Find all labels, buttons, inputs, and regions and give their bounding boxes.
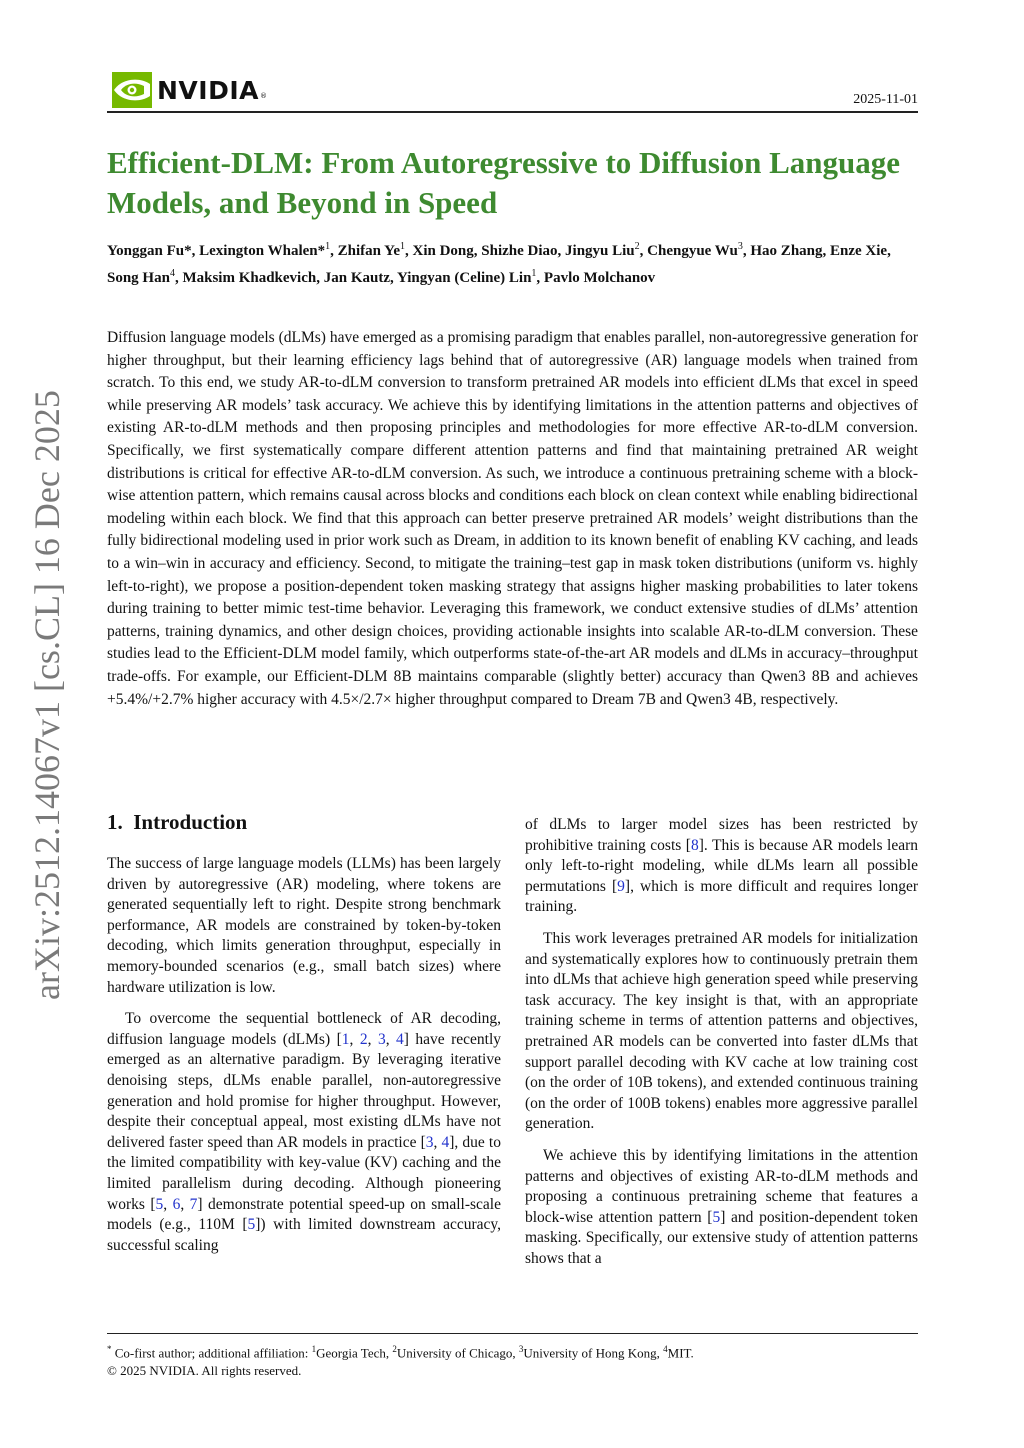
citation-link[interactable]: 3 — [377, 1030, 386, 1048]
citation-link[interactable]: 5 — [247, 1216, 256, 1234]
citation-link[interactable]: 3 — [425, 1133, 434, 1151]
section-number: 1. — [107, 810, 123, 834]
citation-link[interactable]: 2 — [359, 1030, 368, 1048]
paper-title: Efficient-DLM: From Autoregressive to Diffusion Language Models, and Beyond in Speed — [107, 145, 901, 220]
author-name: Xin Dong — [412, 243, 474, 259]
citation-link[interactable]: 8 — [690, 836, 699, 854]
footnote-marker: 3 — [518, 1344, 524, 1354]
author-name: Song Han — [107, 269, 170, 286]
author-name: Lexington Whalen* — [199, 243, 326, 259]
intro-paragraph-1: The success of large language models (LLMs) has been largely driven by autoregressive (AR) modeling, where tokens are generated sequentially left to right. Despite strong benchmark performance, AR models are constrained by token-by-token decoding, which limits generation throughput, especially in memory-bounded scenarios (e.g., small batch sizes) where hardware utilization is low. — [107, 855, 501, 996]
section-heading-introduction — [107, 810, 247, 835]
footnote-divider — [107, 1333, 918, 1334]
author-name: Jingyu Liu — [565, 243, 635, 259]
section-title: Introduction — [133, 810, 248, 834]
affiliation-marker: 1 — [399, 241, 405, 252]
affiliation-footnote: * Co-first author; additional affiliation: $^1$Georgia Tech, $^2$University of Chicago, $^3$University of Hong Kong, $^4$MIT. — [107, 1344, 694, 1361]
publication-date: 2025-11-01 — [853, 92, 918, 107]
nvidia-eye-icon — [112, 72, 152, 108]
author-name: Yonggan Fu* — [107, 243, 192, 259]
intro-paragraph-3: of dLMs to larger model sizes has been restricted by prohibitive training costs [8]. This is because AR models learn only left-to-right modeling, while dLMs learn all possible permutations [9], which is more difficult and requires longer training. — [525, 816, 918, 916]
nvidia-logo — [112, 72, 267, 108]
affiliation-marker: 4 — [169, 267, 175, 279]
footnote-marker: 2 — [392, 1344, 397, 1354]
intro-paragraph-4: This work leverages pretrained AR models for initialization and systematically explores how to continuously pretrain them into dLMs that achieve high generation speed while preserving task accuracy. The key insight is that, with an appropriate training scheme in terms of attention patterns and objectives, pretrained AR models can be converted into faster dLMs that support parallel decoding with KV cache at low training cost (on the order of 10B tokens), and extended continuous training (on the order of 100B tokens) enables more aggressive parallel generation. — [525, 929, 918, 1133]
citation-link[interactable]: 5 — [155, 1195, 164, 1213]
nvidia-wordmark: NVIDIA — [157, 75, 259, 105]
intro-paragraph-5: We achieve this by identifying limitations in the attention patterns and objectives of existing AR-to-dLM methods and proposing a continuous pretraining scheme that features a block-wise attention pattern [5] and position-dependent token masking. Specifically, our extensive study of attention patterns shows that a — [525, 1146, 918, 1267]
author-name: Jan Kautz — [323, 269, 390, 286]
citation-link[interactable]: 5 — [712, 1208, 721, 1226]
affiliation-marker: 2 — [634, 241, 640, 252]
footnote-marker: 1 — [311, 1344, 317, 1354]
author-name: Hao Zhang — [750, 243, 823, 259]
author-name: Shizhe Diao — [481, 243, 558, 259]
citation-link[interactable]: 4 — [441, 1133, 450, 1151]
citation-link[interactable]: 7 — [189, 1195, 198, 1213]
author-name: Chengyue Wu — [647, 243, 738, 259]
author-list: Yonggan Fu*, Lexington Whalen*$^1$, Zhifan Ye$^1$, Xin Dong, Shizhe Diao, Jingyu Liu$^2$, Chengyue Wu$^3$, Hao Zhang, Enze Xie, Song Han$^4$, Maksim Khadkevich, Jan Kautz, Yingyan (Celine) Lin$^1$, Pavlo Molchanov — [107, 241, 891, 286]
author-name: Yingyan (Celine) Lin — [396, 269, 532, 286]
author-name: Pavlo Molchanov — [543, 269, 656, 286]
affiliation-marker: 1 — [325, 241, 331, 252]
registered-mark: ® — [259, 92, 267, 100]
copyright-notice: © 2025 NVIDIA. All rights reserved. — [107, 1363, 302, 1379]
header-divider — [107, 111, 918, 113]
citation-link[interactable]: 9 — [617, 877, 625, 895]
affiliation-marker: 1 — [531, 267, 537, 279]
footnote-marker: * — [107, 1344, 112, 1354]
left-column — [107, 854, 501, 1267]
right-column — [525, 815, 918, 1280]
intro-paragraph-2: To overcome the sequential bottleneck of AR decoding, diffusion language models (dLMs) [1, 2, 3, 4] have recently emerged as an alternative paradigm. By leveraging iterative denoising steps, dLMs enable parallel, non-autoregressive generation and hold promise for higher throughput. However, despite their conceptual appeal, most existing dLMs have not delivered faster speed than AR models in practice [3, 4], due to the limited compatibility with key-value (KV) caching and the limited parallelism during decoding. Although pioneering works [5, 6, 7] demonstrate potential speed-up on small-scale models (e.g., 110M [5]) with limited downstream accuracy, successful scaling — [107, 1010, 502, 1254]
author-name: Enze Xie — [830, 243, 888, 259]
citation-link[interactable]: 6 — [172, 1195, 181, 1213]
footnote — [107, 1340, 918, 1380]
citation-link[interactable]: 4 — [396, 1030, 404, 1048]
affiliation-marker: 3 — [737, 241, 743, 252]
author-name: Maksim Khadkevich — [182, 269, 317, 286]
citation-link[interactable]: 1 — [341, 1030, 350, 1048]
footnote-marker: 4 — [663, 1344, 668, 1354]
author-name: Zhifan Ye — [337, 243, 400, 259]
abstract: Diffusion language models (dLMs) have emerged as a promising paradigm that enables parallel, non-autoregressive generation for higher throughput, but their learning efficiency lags behind that of autoregressive (AR) language models when trained from scratch. To this end, we study AR-to-dLM conversion to transform pretrained AR models into efficient dLMs that excel in speed while preserving AR models’ task accuracy. We achieve this by identifying limitations in the attention patterns and objectives of existing AR-to-dLM methods and then proposing principles and methodologies for more effective AR-to-dLM conversion. Specifically, we first systematically compare different attention patterns and find that maintaining pretrained AR weight distributions is critical for effective AR-to-dLM conversion. As such, we introduce a continuous pretraining scheme with a block-wise attention pattern, which remains causal across blocks and conditions each block on clean context while enabling bidirectional modeling within each block. We find that this approach can better preserve pretrained AR models’ weight distributions than the fully bidirectional modeling used in prior work such as Dream, in addition to its known benefit of enabling KV caching, and leads to a win–win in accuracy and efficiency. Second, to mitigate the training–test gap in mask token distributions (uniform vs. highly left-to-right), we propose a position-dependent token masking strategy that assigns higher masking probabilities to later tokens during training to better mimic test-time behavior. Leveraging this framework, we conduct extensive studies of dLMs’ attention patterns, training dynamics, and other design choices, providing actionable insights into scalable AR-to-dLM conversion. These studies lead to the Efficient-DLM model family, which outperforms state-of-the-art AR models and dLMs in accuracy–throughput trade-offs. For example, our Efficient-DLM 8B maintains comparable (slightly better) accuracy than Qwen3 8B and achieves +5.4%/+2.7% higher accuracy with 4.5×/2.7× higher throughput compared to Dream 7B and Qwen3 4B, respectively. — [107, 329, 918, 708]
arxiv-identifier: arXiv:2512.14067v1 [cs.CL] 16 Dec 2025 — [27, 390, 67, 1000]
